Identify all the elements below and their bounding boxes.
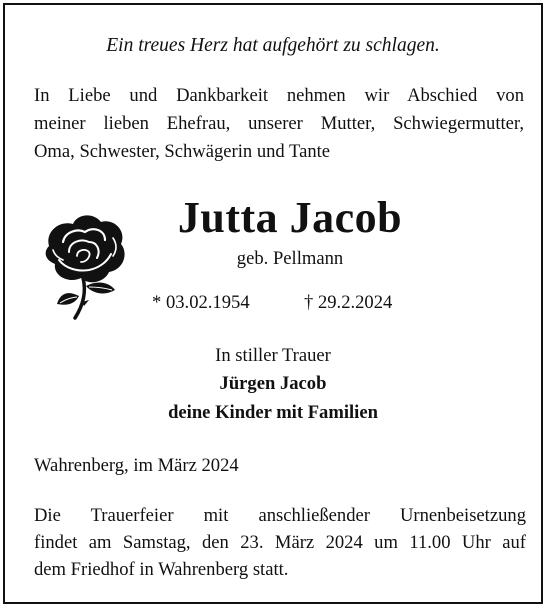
funeral-line: dem Friedhof in Wahrenberg statt. xyxy=(34,559,289,580)
place-date: Wahrenberg, im März 2024 xyxy=(34,455,239,476)
maiden-name: geb. Pellmann xyxy=(236,248,344,269)
deceased-name: Jutta Jacob xyxy=(177,193,403,242)
funeral-line: findet am Samstag, den 23. März 2024 um 11.00 Uhr auf xyxy=(34,532,526,553)
funeral-line: Die Trauerfeier mit anschließender Urnenbeisetzung xyxy=(34,505,526,526)
mourning-label: In stiller Trauer xyxy=(215,345,331,366)
motto: Ein treues Herz hat aufgehört zu schlagen. xyxy=(106,35,440,56)
intro-text xyxy=(34,82,524,166)
birth-date: * 03.02.1954 xyxy=(152,292,250,313)
intro-line: meiner lieben Ehefrau, unserer Mutter, Schwiegermutter, xyxy=(34,113,524,134)
mourner-name: Jürgen Jacob xyxy=(219,373,327,394)
funeral-text xyxy=(34,502,526,583)
intro-line: Oma, Schwester, Schwägerin und Tante xyxy=(34,141,331,162)
death-date: † 29.2.2024 xyxy=(304,292,393,313)
intro-line: In Liebe und Dankbarkeit nehmen wir Abschied von xyxy=(34,85,524,106)
obituary-frame xyxy=(3,3,543,604)
mourner-family: deine Kinder mit Familien xyxy=(168,402,378,423)
